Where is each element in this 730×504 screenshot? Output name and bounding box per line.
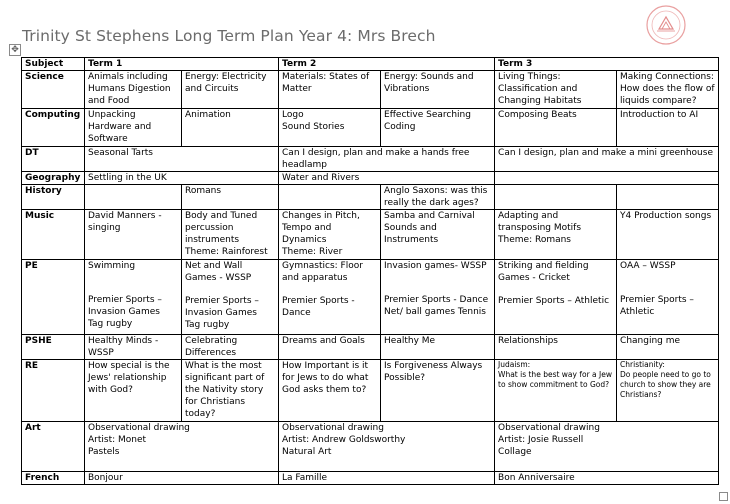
table-cell: Bonjour xyxy=(85,472,279,485)
art-row xyxy=(22,422,719,472)
table-cell xyxy=(617,185,719,210)
table-cell xyxy=(495,260,617,335)
science-row xyxy=(22,71,719,109)
table-cell: Composing Beats xyxy=(495,109,617,147)
cell-line: Artist: Josie Russell xyxy=(498,435,584,445)
table-cell xyxy=(617,260,719,335)
subject-cell: Art xyxy=(22,422,85,472)
table-cell xyxy=(381,260,495,335)
table-cell: Water and Rivers xyxy=(279,172,495,185)
table-cell xyxy=(279,210,381,260)
cell-line: Premier Sports – Athletic xyxy=(498,296,610,306)
table-cell: Healthy Me xyxy=(381,335,495,360)
subject-cell: History xyxy=(22,185,85,210)
subject-cell: French xyxy=(22,472,85,485)
cell-line: Changes in Pitch, Tempo and Dynamics xyxy=(282,211,360,245)
cell-line: Natural Art xyxy=(282,447,332,457)
table-cell: Dreams and Goals xyxy=(279,335,381,360)
cell-line: Swimming xyxy=(88,261,136,271)
table-cell: David Manners - singing xyxy=(85,210,182,260)
table-cell: Is Forgiveness Always Possible? xyxy=(381,360,495,422)
table-cell: Energy: Sounds and Vibrations xyxy=(381,71,495,109)
cell-line: OAA – WSSP xyxy=(620,261,676,271)
cell-line: Observational drawing xyxy=(88,423,190,433)
subject-cell: Music xyxy=(22,210,85,260)
cell-line: What is the best way for a Jew to show commitment to God? xyxy=(498,370,612,389)
table-cell: Animation xyxy=(182,109,279,147)
table-move-handle[interactable]: ✥ xyxy=(9,44,21,56)
school-crest-icon xyxy=(640,4,692,46)
table-cell: Effective Searching Coding xyxy=(381,109,495,147)
term3-header: Term 3 xyxy=(495,58,719,71)
document-title: Trinity St Stephens Long Term Plan Year 4: Mrs Brech xyxy=(22,27,436,45)
table-cell: Can I design, plan and make a mini greenhouse xyxy=(495,147,719,172)
cell-line: Invasion games- WSSP xyxy=(384,261,487,271)
cell-line: Observational drawing xyxy=(498,423,600,433)
table-cell: Can I design, plan and make a hands free headlamp xyxy=(279,147,495,172)
cell-line: Theme: River xyxy=(282,247,343,257)
subject-header: Subject xyxy=(22,58,85,71)
table-resize-handle[interactable] xyxy=(719,492,728,501)
geography-row xyxy=(22,172,719,185)
french-row xyxy=(22,472,719,485)
table-cell xyxy=(85,260,182,335)
table-cell xyxy=(617,360,719,422)
cell-line: Net and Wall Games - WSSP xyxy=(185,261,252,283)
cell-line: Striking and fielding Games - Cricket xyxy=(498,261,589,283)
cell-line: Sound Stories xyxy=(282,122,345,132)
cell-line: Collage xyxy=(498,447,532,457)
cell-line: Premier Sports – Invasion Games Tag rugby xyxy=(185,296,259,330)
cell-line: Adapting and transposing Motifs xyxy=(498,211,582,233)
subject-cell: PE xyxy=(22,260,85,335)
table-cell: Making Connections: How does the flow of liquids compare? xyxy=(617,71,719,109)
subject-cell: DT xyxy=(22,147,85,172)
subject-cell: Geography xyxy=(22,172,85,185)
table-cell xyxy=(279,185,381,210)
long-term-plan-table xyxy=(21,57,719,485)
cell-line: Judaism: xyxy=(498,360,531,369)
cell-line: Theme: Rainforest xyxy=(185,247,268,257)
table-cell xyxy=(495,422,719,472)
table-cell: Energy: Electricity and Circuits xyxy=(182,71,279,109)
table-cell xyxy=(182,260,279,335)
pe-row xyxy=(22,260,719,335)
table-cell xyxy=(85,422,279,472)
cell-line: Theme: Romans xyxy=(498,235,571,245)
table-cell: Animals including Humans Digestion and Food xyxy=(85,71,182,109)
cell-line: Pastels xyxy=(88,447,120,457)
cell-line: Body and Tuned percussion instruments xyxy=(185,211,258,245)
table-cell xyxy=(85,185,182,210)
table-cell xyxy=(495,185,617,210)
table-cell: Relationships xyxy=(495,335,617,360)
table-cell: Bon Anniversaire xyxy=(495,472,719,485)
term2-header: Term 2 xyxy=(279,58,495,71)
table-cell: Living Things: Classification and Changing Habitats xyxy=(495,71,617,109)
cell-line: Artist: Andrew Goldsworthy xyxy=(282,435,406,445)
table-cell: Y4 Production songs xyxy=(617,210,719,260)
cell-line: Premier Sports - Dance Net/ ball games Tennis xyxy=(384,295,489,317)
table-cell xyxy=(495,172,719,185)
music-row xyxy=(22,210,719,260)
cell-line: Observational drawing xyxy=(282,423,384,433)
re-row xyxy=(22,360,719,422)
table-cell: La Famille xyxy=(279,472,495,485)
cell-line: Artist: Monet xyxy=(88,435,147,445)
table-cell xyxy=(279,422,495,472)
history-row xyxy=(22,185,719,210)
cell-line: Do people need to go to church to show they are Christians? xyxy=(620,370,711,399)
table-cell xyxy=(279,260,381,335)
table-cell xyxy=(495,360,617,422)
table-cell: How special is the Jews' relationship with God? xyxy=(85,360,182,422)
subject-cell: Computing xyxy=(22,109,85,147)
table-cell xyxy=(279,109,381,147)
table-cell: Anglo Saxons: was this really the dark ages? xyxy=(381,185,495,210)
cell-line: Premier Sports – Athletic xyxy=(620,295,694,317)
table-cell: What is the most significant part of the Nativity story for Christians today? xyxy=(182,360,279,422)
table-cell: Celebrating Differences xyxy=(182,335,279,360)
table-cell: Romans xyxy=(182,185,279,210)
cell-line: Premier Sports - Dance xyxy=(282,296,355,318)
table-cell: Seasonal Tarts xyxy=(85,147,279,172)
subject-cell: Science xyxy=(22,71,85,109)
table-cell: Healthy Minds - WSSP xyxy=(85,335,182,360)
table-cell xyxy=(182,210,279,260)
table-cell: Settling in the UK xyxy=(85,172,279,185)
table-cell xyxy=(495,210,617,260)
cell-line: Logo xyxy=(282,110,304,120)
dt-row xyxy=(22,147,719,172)
cell-line: Christianity: xyxy=(620,360,665,369)
pshe-row xyxy=(22,335,719,360)
table-cell: Samba and Carnival Sounds and Instruments xyxy=(381,210,495,260)
term1-header: Term 1 xyxy=(85,58,279,71)
table-cell: Unpacking Hardware and Software xyxy=(85,109,182,147)
subject-cell: PSHE xyxy=(22,335,85,360)
table-cell: How Important is it for Jews to do what God asks them to? xyxy=(279,360,381,422)
cell-line: Premier Sports – Invasion Games Tag rugby xyxy=(88,295,162,329)
header-row xyxy=(22,58,719,71)
table-cell: Introduction to AI xyxy=(617,109,719,147)
subject-cell: RE xyxy=(22,360,85,422)
table-cell: Changing me xyxy=(617,335,719,360)
cell-line: Gymnastics: Floor and apparatus xyxy=(282,261,363,283)
table-cell: Materials: States of Matter xyxy=(279,71,381,109)
computing-row xyxy=(22,109,719,147)
